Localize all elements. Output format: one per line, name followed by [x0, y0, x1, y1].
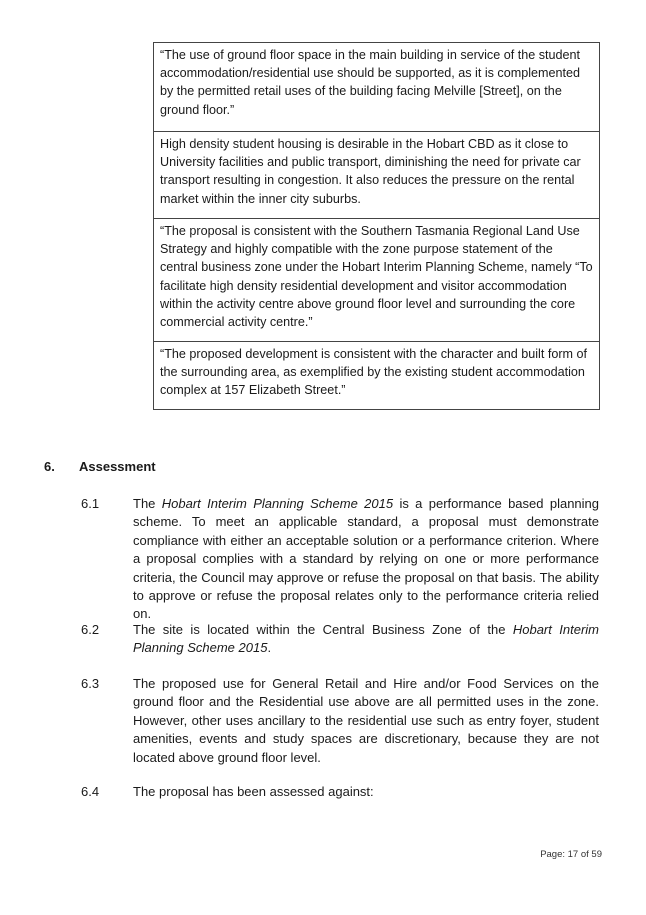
- paragraph-text-run: The proposed use for General Retail and Hire and/or Food Services on the ground floor and the Residential use above are all permitted uses in the zone. However, other uses ancillary to the residential use such as entry foyer, student amenities, events and study spaces are discretionary, because they are not located above ground floor level.: [133, 676, 599, 765]
- paragraph-number: 6.2: [81, 622, 100, 637]
- paragraph-text: [133, 675, 599, 767]
- paragraph-text-run: is a performance based planning scheme. To meet an applicable standard, a proposal must demonstrate compliance with either an acceptable solution or a performance criterion. Where a proposal complies with a standard by relying on one or more performance criteria, the Council may approve or refuse the proposal on that basis. The ability to approve or refuse the proposal relates only to the performance criteria relied on.: [133, 496, 599, 622]
- quotes-table: [153, 42, 600, 410]
- paragraph-number: 6.1: [81, 496, 100, 511]
- paragraph-number: 6.3: [81, 676, 100, 691]
- paragraph-text: [133, 621, 599, 658]
- page-number: Page: 17 of 59: [540, 849, 602, 860]
- paragraph-text: [133, 783, 599, 801]
- section-heading: [44, 459, 156, 474]
- quote-cell: “The use of ground floor space in the main building in service of the student accommodation/residential use should be supported, as it is complemented by the permitted retail uses of the building facing Melville [Street], on the ground floor.”: [160, 48, 581, 117]
- paragraph-italic-run: Hobart Interim Planning Scheme 2015: [161, 496, 394, 511]
- section-number: 6.: [44, 459, 55, 474]
- paragraph-text-run: The: [133, 496, 162, 511]
- paragraph-text: [133, 495, 599, 624]
- paragraph-number: 6.4: [81, 784, 100, 799]
- paragraph-italic-run: Hobart Interim Planning Scheme 2015: [133, 622, 599, 656]
- paragraph-text-run: The site is located within the Central Business Zone of the: [133, 622, 513, 637]
- quote-cell: High density student housing is desirable in the Hobart CBD as it close to University facilities and public transport, diminishing the need for private car transport resulting in congestion. It also reduces the pressure on the rental market within the inner city suburbs.: [154, 131, 599, 218]
- section-title: Assessment: [79, 459, 156, 474]
- quote-cell: “The proposal is consistent with the Southern Tasmania Regional Land Use Strategy and highly compatible with the zone purpose statement of the central business zone under the Hobart Interim Planning Scheme, namely “To facilitate high density residential development and visitor accommodation within the activity centre above ground floor level and surrounding the core commercial activity centre.”: [154, 218, 599, 341]
- paragraph-text-run: .: [267, 640, 272, 656]
- quote-cell: “The proposed development is consistent with the character and built form of the surrounding area, as exemplified by the existing student accommodation complex at 157 Elizabeth Street.”: [154, 341, 599, 409]
- paragraph-text-run: The proposal has been assessed against:: [133, 784, 374, 799]
